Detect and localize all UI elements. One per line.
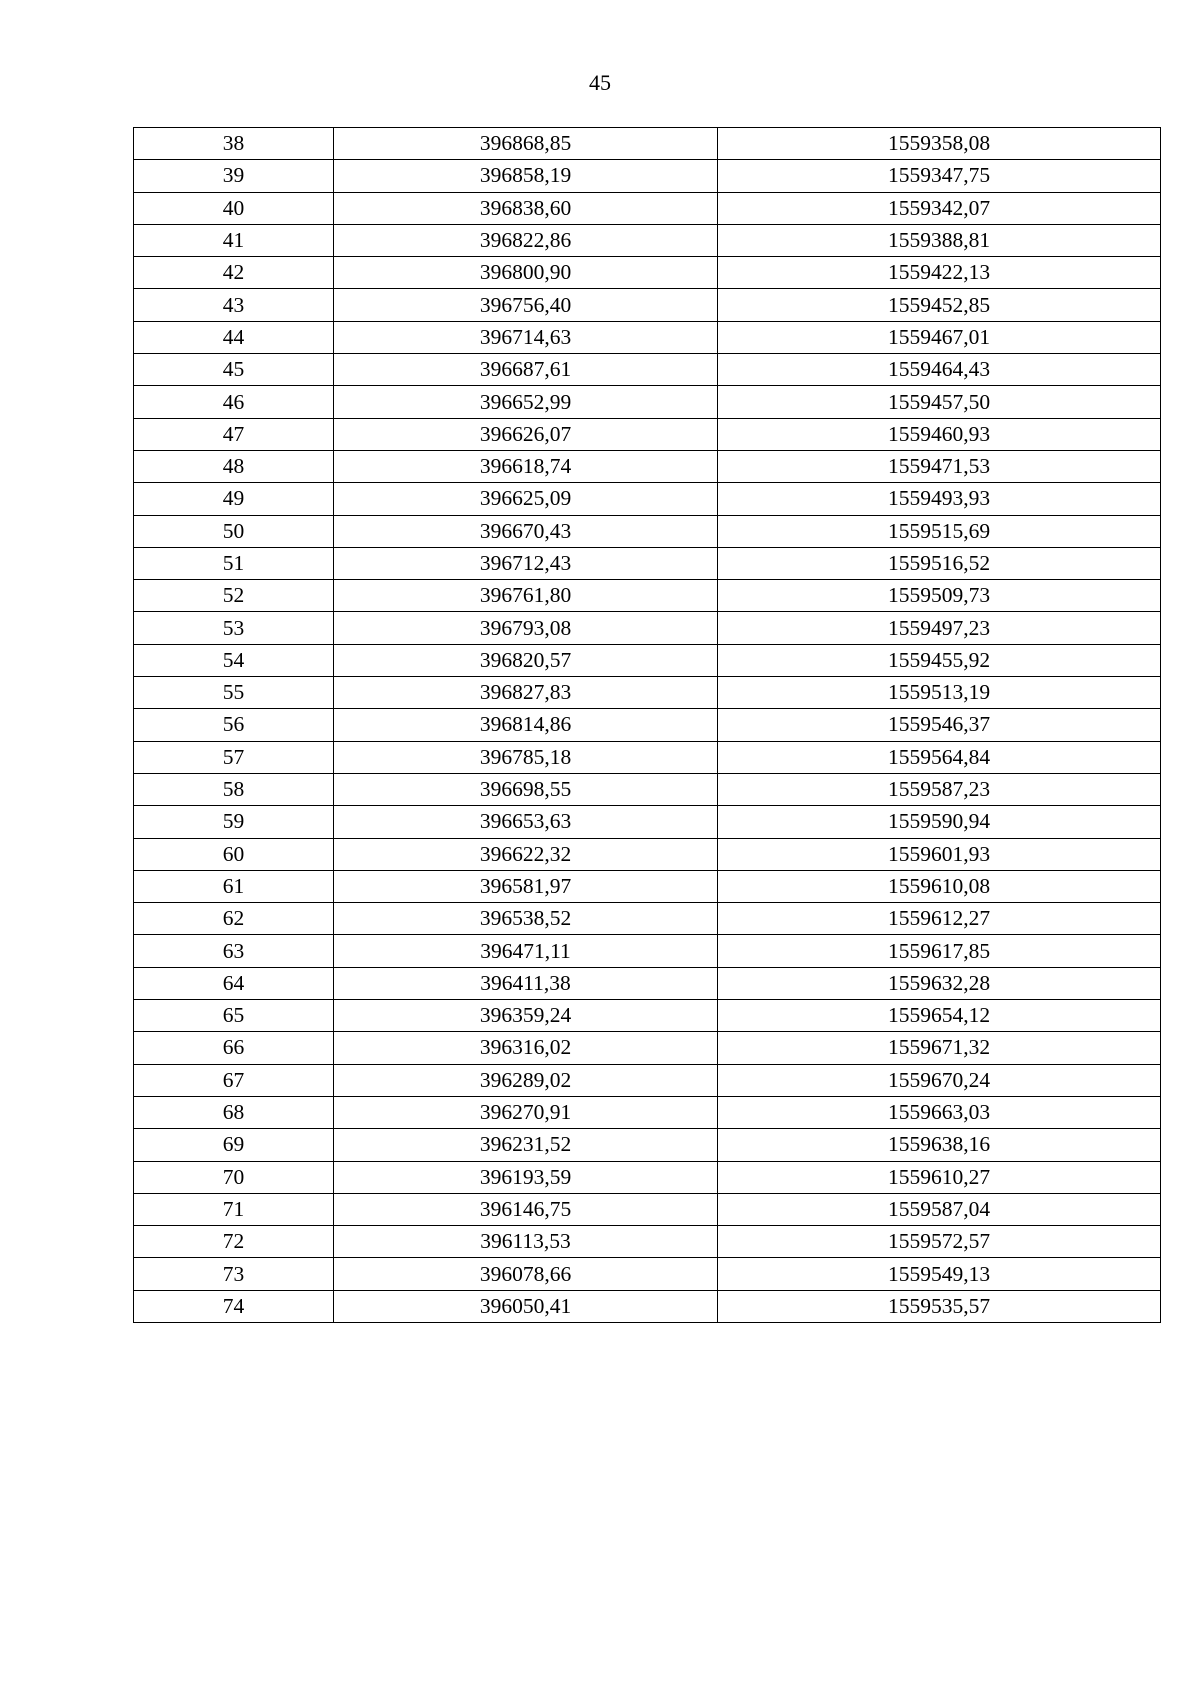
x-coordinate-cell: 396146,75 xyxy=(334,1193,718,1225)
y-coordinate-cell: 1559610,08 xyxy=(718,870,1161,902)
y-coordinate-cell: 1559654,12 xyxy=(718,1000,1161,1032)
y-coordinate-cell: 1559455,92 xyxy=(718,644,1161,676)
point-number-cell: 70 xyxy=(134,1161,334,1193)
y-coordinate-cell: 1559610,27 xyxy=(718,1161,1161,1193)
y-coordinate-cell: 1559388,81 xyxy=(718,224,1161,256)
y-coordinate-cell: 1559452,85 xyxy=(718,289,1161,321)
point-number-cell: 52 xyxy=(134,580,334,612)
point-number-cell: 44 xyxy=(134,321,334,353)
table-row xyxy=(134,418,1161,450)
x-coordinate-cell: 396653,63 xyxy=(334,806,718,838)
table-row xyxy=(134,1193,1161,1225)
y-coordinate-cell: 1559464,43 xyxy=(718,354,1161,386)
table-row xyxy=(134,903,1161,935)
table-row xyxy=(134,644,1161,676)
point-number-cell: 60 xyxy=(134,838,334,870)
point-number-cell: 38 xyxy=(134,128,334,160)
x-coordinate-cell: 396193,59 xyxy=(334,1161,718,1193)
x-coordinate-cell: 396270,91 xyxy=(334,1096,718,1128)
y-coordinate-cell: 1559515,69 xyxy=(718,515,1161,547)
table-row xyxy=(134,289,1161,321)
table-row xyxy=(134,192,1161,224)
y-coordinate-cell: 1559632,28 xyxy=(718,967,1161,999)
point-number-cell: 62 xyxy=(134,903,334,935)
y-coordinate-cell: 1559670,24 xyxy=(718,1064,1161,1096)
x-coordinate-cell: 396756,40 xyxy=(334,289,718,321)
y-coordinate-cell: 1559564,84 xyxy=(718,741,1161,773)
y-coordinate-cell: 1559493,93 xyxy=(718,483,1161,515)
point-number-cell: 49 xyxy=(134,483,334,515)
x-coordinate-cell: 396471,11 xyxy=(334,935,718,967)
table-row xyxy=(134,450,1161,482)
table-row xyxy=(134,224,1161,256)
table-row xyxy=(134,580,1161,612)
x-coordinate-cell: 396714,63 xyxy=(334,321,718,353)
point-number-cell: 68 xyxy=(134,1096,334,1128)
point-number-cell: 48 xyxy=(134,450,334,482)
x-coordinate-cell: 396113,53 xyxy=(334,1226,718,1258)
y-coordinate-cell: 1559516,52 xyxy=(718,547,1161,579)
table-row xyxy=(134,515,1161,547)
y-coordinate-cell: 1559549,13 xyxy=(718,1258,1161,1290)
point-number-cell: 45 xyxy=(134,354,334,386)
point-number-cell: 51 xyxy=(134,547,334,579)
y-coordinate-cell: 1559471,53 xyxy=(718,450,1161,482)
point-number-cell: 73 xyxy=(134,1258,334,1290)
point-number-cell: 59 xyxy=(134,806,334,838)
point-number-cell: 39 xyxy=(134,160,334,192)
y-coordinate-cell: 1559509,73 xyxy=(718,580,1161,612)
point-number-cell: 41 xyxy=(134,224,334,256)
point-number-cell: 74 xyxy=(134,1290,334,1322)
point-number-cell: 40 xyxy=(134,192,334,224)
table-row xyxy=(134,741,1161,773)
x-coordinate-cell: 396078,66 xyxy=(334,1258,718,1290)
point-number-cell: 66 xyxy=(134,1032,334,1064)
y-coordinate-cell: 1559497,23 xyxy=(718,612,1161,644)
y-coordinate-cell: 1559612,27 xyxy=(718,903,1161,935)
y-coordinate-cell: 1559535,57 xyxy=(718,1290,1161,1322)
y-coordinate-cell: 1559422,13 xyxy=(718,257,1161,289)
point-number-cell: 69 xyxy=(134,1129,334,1161)
point-number-cell: 57 xyxy=(134,741,334,773)
point-number-cell: 71 xyxy=(134,1193,334,1225)
x-coordinate-cell: 396625,09 xyxy=(334,483,718,515)
table-row xyxy=(134,677,1161,709)
table-row xyxy=(134,1064,1161,1096)
x-coordinate-cell: 396231,52 xyxy=(334,1129,718,1161)
x-coordinate-cell: 396761,80 xyxy=(334,580,718,612)
table-row xyxy=(134,709,1161,741)
table-row xyxy=(134,1226,1161,1258)
x-coordinate-cell: 396622,32 xyxy=(334,838,718,870)
table-row xyxy=(134,1161,1161,1193)
table-row xyxy=(134,483,1161,515)
y-coordinate-cell: 1559590,94 xyxy=(718,806,1161,838)
table-row xyxy=(134,967,1161,999)
point-number-cell: 47 xyxy=(134,418,334,450)
x-coordinate-cell: 396050,41 xyxy=(334,1290,718,1322)
x-coordinate-cell: 396858,19 xyxy=(334,160,718,192)
x-coordinate-cell: 396838,60 xyxy=(334,192,718,224)
point-number-cell: 72 xyxy=(134,1226,334,1258)
x-coordinate-cell: 396793,08 xyxy=(334,612,718,644)
x-coordinate-cell: 396626,07 xyxy=(334,418,718,450)
x-coordinate-cell: 396316,02 xyxy=(334,1032,718,1064)
x-coordinate-cell: 396618,74 xyxy=(334,450,718,482)
point-number-cell: 61 xyxy=(134,870,334,902)
coordinates-table-body xyxy=(134,128,1161,1323)
x-coordinate-cell: 396411,38 xyxy=(334,967,718,999)
x-coordinate-cell: 396698,55 xyxy=(334,773,718,805)
x-coordinate-cell: 396289,02 xyxy=(334,1064,718,1096)
y-coordinate-cell: 1559467,01 xyxy=(718,321,1161,353)
y-coordinate-cell: 1559638,16 xyxy=(718,1129,1161,1161)
point-number-cell: 55 xyxy=(134,677,334,709)
x-coordinate-cell: 396687,61 xyxy=(334,354,718,386)
table-row xyxy=(134,257,1161,289)
table-row xyxy=(134,386,1161,418)
point-number-cell: 54 xyxy=(134,644,334,676)
table-row xyxy=(134,870,1161,902)
table-row xyxy=(134,612,1161,644)
table-row xyxy=(134,160,1161,192)
page-number: 45 xyxy=(589,70,611,95)
x-coordinate-cell: 396538,52 xyxy=(334,903,718,935)
point-number-cell: 53 xyxy=(134,612,334,644)
y-coordinate-cell: 1559663,03 xyxy=(718,1096,1161,1128)
y-coordinate-cell: 1559572,57 xyxy=(718,1226,1161,1258)
y-coordinate-cell: 1559460,93 xyxy=(718,418,1161,450)
point-number-cell: 42 xyxy=(134,257,334,289)
point-number-cell: 46 xyxy=(134,386,334,418)
table-row xyxy=(134,773,1161,805)
x-coordinate-cell: 396712,43 xyxy=(334,547,718,579)
y-coordinate-cell: 1559347,75 xyxy=(718,160,1161,192)
y-coordinate-cell: 1559358,08 xyxy=(718,128,1161,160)
x-coordinate-cell: 396822,86 xyxy=(334,224,718,256)
point-number-cell: 56 xyxy=(134,709,334,741)
x-coordinate-cell: 396827,83 xyxy=(334,677,718,709)
y-coordinate-cell: 1559457,50 xyxy=(718,386,1161,418)
x-coordinate-cell: 396581,97 xyxy=(334,870,718,902)
table-row xyxy=(134,935,1161,967)
point-number-cell: 63 xyxy=(134,935,334,967)
x-coordinate-cell: 396800,90 xyxy=(334,257,718,289)
point-number-cell: 65 xyxy=(134,1000,334,1032)
table-row xyxy=(134,1096,1161,1128)
point-number-cell: 58 xyxy=(134,773,334,805)
table-row xyxy=(134,128,1161,160)
table-row xyxy=(134,354,1161,386)
x-coordinate-cell: 396785,18 xyxy=(334,741,718,773)
y-coordinate-cell: 1559342,07 xyxy=(718,192,1161,224)
y-coordinate-cell: 1559513,19 xyxy=(718,677,1161,709)
table-row xyxy=(134,1290,1161,1322)
table-row xyxy=(134,1129,1161,1161)
y-coordinate-cell: 1559617,85 xyxy=(718,935,1161,967)
y-coordinate-cell: 1559587,04 xyxy=(718,1193,1161,1225)
y-coordinate-cell: 1559601,93 xyxy=(718,838,1161,870)
x-coordinate-cell: 396652,99 xyxy=(334,386,718,418)
table-row xyxy=(134,547,1161,579)
table-row xyxy=(134,806,1161,838)
y-coordinate-cell: 1559546,37 xyxy=(718,709,1161,741)
x-coordinate-cell: 396820,57 xyxy=(334,644,718,676)
point-number-cell: 67 xyxy=(134,1064,334,1096)
x-coordinate-cell: 396814,86 xyxy=(334,709,718,741)
table-row xyxy=(134,838,1161,870)
x-coordinate-cell: 396670,43 xyxy=(334,515,718,547)
x-coordinate-cell: 396868,85 xyxy=(334,128,718,160)
point-number-cell: 50 xyxy=(134,515,334,547)
x-coordinate-cell: 396359,24 xyxy=(334,1000,718,1032)
point-number-cell: 43 xyxy=(134,289,334,321)
y-coordinate-cell: 1559671,32 xyxy=(718,1032,1161,1064)
table-row xyxy=(134,1258,1161,1290)
point-number-cell: 64 xyxy=(134,967,334,999)
table-row xyxy=(134,321,1161,353)
y-coordinate-cell: 1559587,23 xyxy=(718,773,1161,805)
table-row xyxy=(134,1032,1161,1064)
table-row xyxy=(134,1000,1161,1032)
coordinates-table xyxy=(133,127,1161,1323)
